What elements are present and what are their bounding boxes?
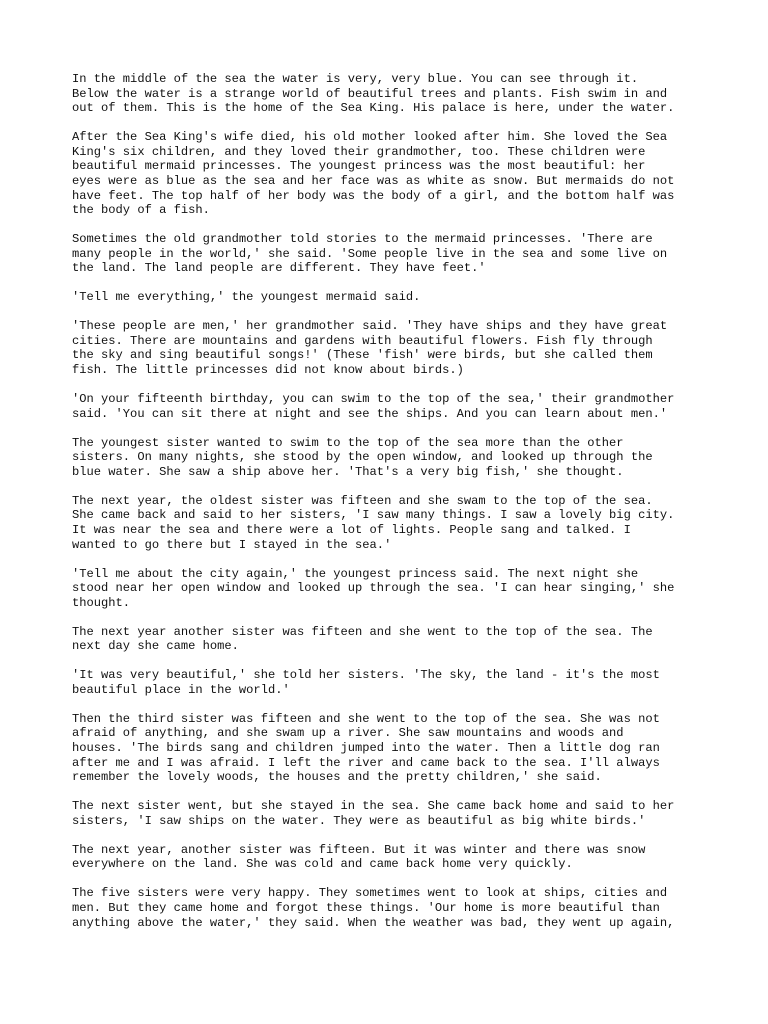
paragraph-6: 'On your fifteenth birthday, you can swim to the top of the sea,' their grandmother said. 'You can sit there at night and see the ships. And you can learn about men.': [72, 392, 675, 421]
paragraph-2: After the Sea King's wife died, his old mother looked after him. She loved the Sea King's six children, and they loved their grandmother, too. These children were beautiful mermaid princesses. The youngest princess was the most beautiful: her eyes were as blue as the sea and her face was as white as snow. But mermaids do not have feet. The top half of her body was the body of a girl, and the bottom half was the body of a fish.: [72, 130, 675, 218]
paragraph-3: Sometimes the old grandmother told stories to the mermaid princesses. 'There are many people in the world,' she said. 'Some people live in the sea and some live on the land. The land people are different. They have feet.': [72, 232, 668, 276]
paragraph-8: The next year, the oldest sister was fifteen and she swam to the top of the sea. She came back and said to her sisters, 'I saw many things. I saw a lovely big city. It was near the sea and there were a lot of lights. People sang and talked. I wanted to go there but I stayed in the sea.': [72, 493, 675, 552]
paragraph-15: The five sisters were very happy. They sometimes went to look at ships, cities and men. But they came home and forgot these things. 'Our home is more beautiful than anything above the water,' they said. When the weather was bad, they went up again,: [72, 886, 675, 930]
paragraph-5: 'These people are men,' her grandmother said. 'They have ships and they have great cities. There are mountains and gardens with beautiful flowers. Fish fly through the sky and sing beautiful songs!' (These 'fish' were birds, but she called them fish. The little princesses did not know about birds.): [72, 319, 668, 378]
paragraph-11: 'It was very beautiful,' she told her sisters. 'The sky, the land - it's the most beautiful place in the world.': [72, 668, 660, 697]
paragraph-1: In the middle of the sea the water is very, very blue. You can see through it. Below the water is a strange world of beautiful trees and plants. Fish swim in and out of them. This is the home of the Sea King. His palace is here, under the water.: [72, 72, 675, 116]
paragraph-7: The youngest sister wanted to swim to the top of the sea more than the other sisters. On many nights, she stood by the open window, and looked up through the blue water. She saw a ship above her. 'That's a very big fish,' she thought.: [72, 435, 653, 479]
paragraph-4: 'Tell me everything,' the youngest mermaid said.: [72, 290, 421, 305]
paragraph-14: The next year, another sister was fifteen. But it was winter and there was snow everywhere on the land. She was cold and came back home very quickly.: [72, 842, 646, 872]
document-page: [72, 72, 702, 945]
paragraph-10: The next year another sister was fifteen and she went to the top of the sea. The next day she came home.: [72, 624, 653, 654]
paragraph-9: 'Tell me about the city again,' the youngest princess said. The next night she stood near her open window and looked up through the sea. 'I can hear singing,' she thought.: [72, 566, 675, 610]
paragraph-13: The next sister went, but she stayed in the sea. She came back home and said to her sisters, 'I saw ships on the water. They were as beautiful as big white birds.': [72, 799, 675, 828]
paragraph-12: Then the third sister was fifteen and she went to the top of the sea. She was not afraid of anything, and she swam up a river. She saw mountains and woods and houses. 'The birds sang and children jumped into the water. Then a little dog ran after me and I was afraid. I left the river and came back to the sea. I'll always remember the lovely woods, the houses and the pretty children,' she said.: [72, 711, 660, 785]
